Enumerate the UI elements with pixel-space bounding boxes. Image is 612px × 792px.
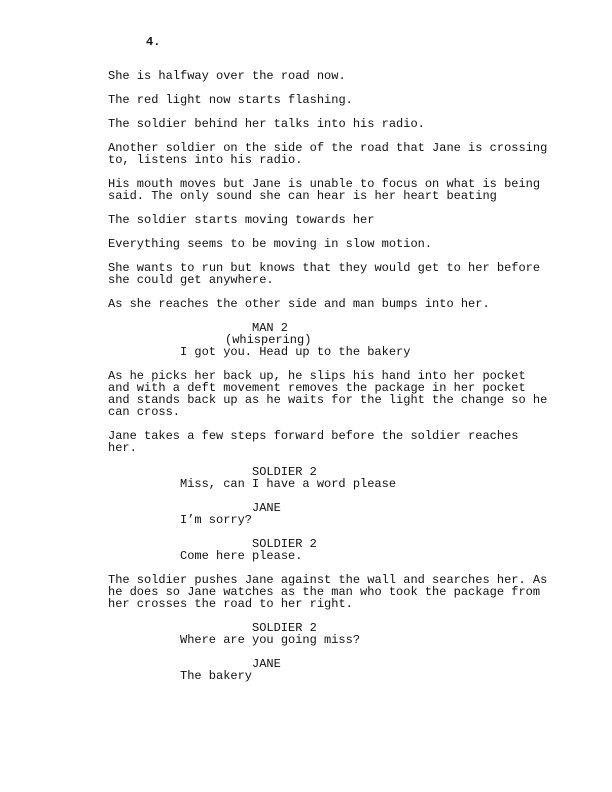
dialogue-block xyxy=(108,538,558,562)
character-name: SOLDIER 2 xyxy=(252,621,317,635)
dialogue-line: Where are you going miss? xyxy=(180,633,361,647)
action-line: His mouth moves but Jane is unable to focus on what is being said. The only sound she can hear is her heart beating xyxy=(108,177,541,203)
action-line: Jane takes a few steps forward before the soldier reaches her. xyxy=(108,429,519,455)
dialogue-block xyxy=(108,622,558,646)
action-line: Another soldier on the side of the road that Jane is crossing to, listens into his radio. xyxy=(108,141,548,167)
action-line: The soldier starts moving towards her xyxy=(108,213,375,227)
dialogue-block xyxy=(108,322,558,358)
dialogue-line: Come here please. xyxy=(180,549,303,563)
dialogue-block xyxy=(108,502,558,526)
action-line: The red light now starts flashing. xyxy=(108,93,353,107)
dialogue-line: I got you. Head up to the bakery xyxy=(180,345,411,359)
dialogue-line: The bakery xyxy=(180,669,253,683)
character-name: JANE xyxy=(252,501,281,515)
dialogue-line: Miss, can I have a word please xyxy=(180,477,397,491)
script-body xyxy=(108,70,558,694)
character-name: SOLDIER 2 xyxy=(252,537,317,551)
action-line: The soldier pushes Jane against the wall and searches her. As he does so Jane watches as the man who took the package from her crosses the road to her right. xyxy=(108,573,548,611)
character-name: SOLDIER 2 xyxy=(252,465,317,479)
action-line: As he picks her back up, he slips his hand into her pocket and with a deft movement removes the package in her pocket and stands back up as he waits for the light the change so he can cross. xyxy=(108,369,548,419)
dialogue-block xyxy=(108,466,558,490)
parenthetical: (whispering) xyxy=(225,333,312,347)
character-name: MAN 2 xyxy=(252,321,289,335)
dialogue-block xyxy=(108,658,558,682)
page-number: 4. xyxy=(146,35,161,49)
action-line: Everything seems to be moving in slow motion. xyxy=(108,237,433,251)
action-line: She is halfway over the road now. xyxy=(108,69,346,83)
action-line: She wants to run but knows that they would get to her before she could get anywhere. xyxy=(108,261,541,287)
character-name: JANE xyxy=(252,657,281,671)
dialogue-line: I’m sorry? xyxy=(180,513,253,527)
action-line: As she reaches the other side and man bumps into her. xyxy=(108,297,490,311)
action-line: The soldier behind her talks into his radio. xyxy=(108,117,425,131)
